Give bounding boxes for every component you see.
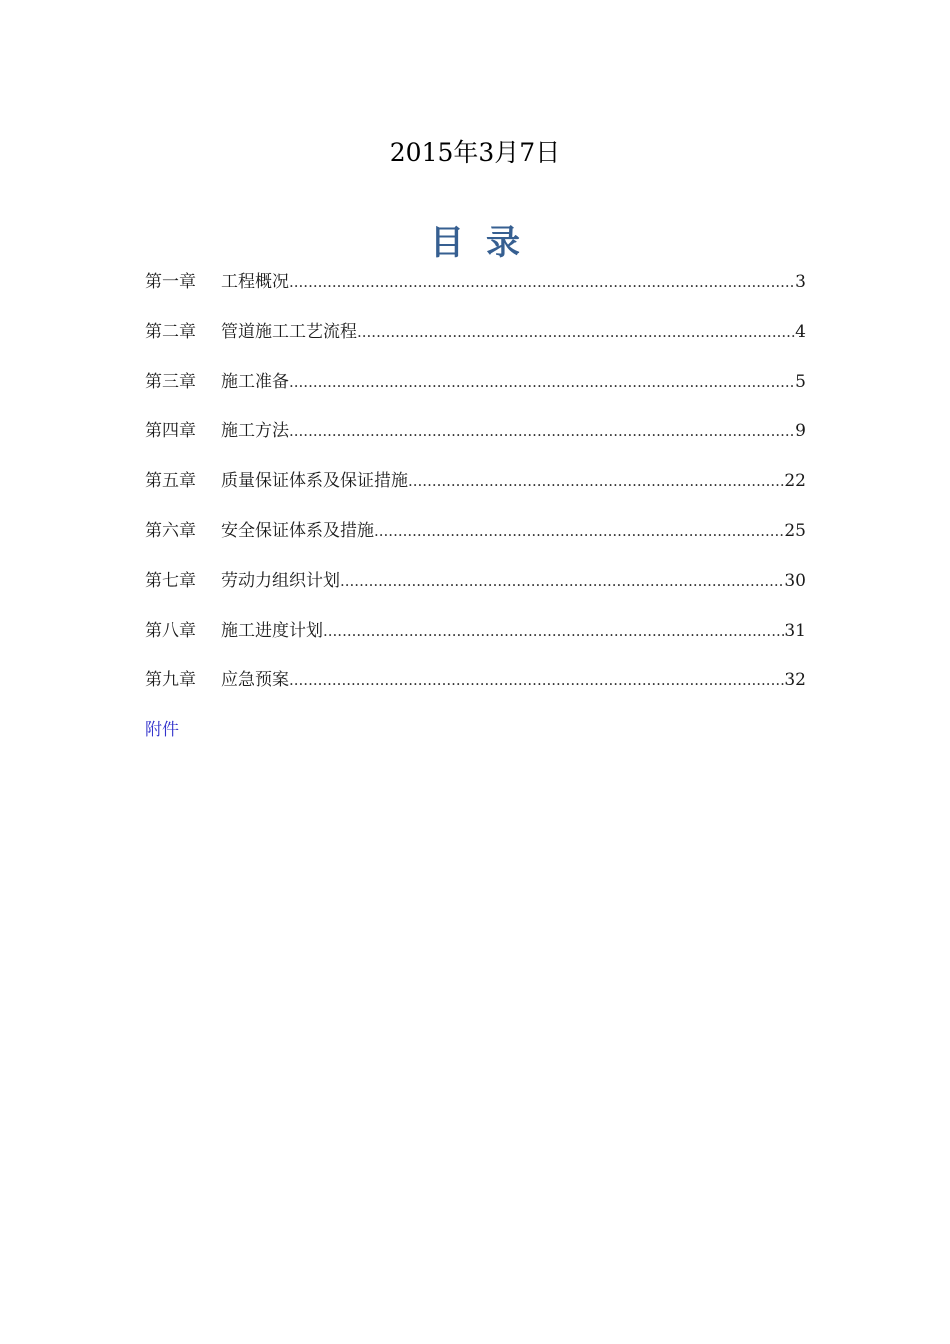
toc-page-number: 31 (784, 620, 806, 641)
toc-entry[interactable] (145, 567, 806, 617)
toc-page-number: 32 (784, 670, 806, 691)
toc-chapter: 第二章 (145, 321, 196, 342)
toc-entry-title: 工程概况 (221, 272, 289, 292)
toc-page-number: 22 (784, 471, 806, 492)
toc-title: 目录 (430, 223, 542, 263)
toc-entry-title: 施工进度计划 (221, 620, 323, 641)
toc-entry-title: 安全保证体系及措施 (221, 520, 374, 541)
toc-chapter: 第一章 (145, 272, 196, 292)
toc-chapter: 第五章 (145, 471, 196, 492)
toc-entry-title: 施工准备 (221, 371, 289, 392)
toc-entry-title: 质量保证体系及保证措施 (221, 471, 408, 492)
toc-page-number: 3 (795, 272, 806, 292)
toc-entry-title: 应急预案 (221, 670, 289, 691)
toc-chapter: 第八章 (145, 620, 196, 641)
toc-appendix-row (145, 716, 806, 766)
toc-leader-dots (408, 467, 784, 495)
toc-chapter: 第七章 (145, 570, 196, 591)
toc-leader-dots (289, 368, 795, 396)
toc-entry[interactable] (145, 318, 806, 368)
toc-leader-dots (289, 666, 784, 694)
toc-entry[interactable] (145, 666, 806, 716)
toc-chapter: 第六章 (145, 520, 196, 541)
toc-leader-dots (323, 617, 784, 645)
toc-leader-dots (289, 268, 795, 296)
toc-page-number: 30 (784, 570, 806, 591)
table-of-contents (145, 268, 806, 766)
toc-leader-dots (357, 318, 795, 346)
toc-page-number: 9 (795, 421, 806, 442)
appendix-link[interactable]: 附件 (145, 720, 179, 741)
toc-entry-title: 管道施工工艺流程 (221, 321, 357, 342)
toc-entry-title: 劳动力组织计划 (221, 570, 340, 591)
toc-entry[interactable] (145, 417, 806, 467)
toc-entry[interactable] (145, 517, 806, 567)
toc-leader-dots (374, 517, 784, 545)
document-date: 2015年3月7日 (389, 138, 561, 167)
toc-chapter: 第三章 (145, 371, 196, 392)
toc-leader-dots (340, 567, 784, 595)
toc-entry-title: 施工方法 (221, 421, 289, 442)
toc-entry[interactable] (145, 368, 806, 418)
toc-page-number: 4 (795, 321, 806, 342)
toc-leader-dots (289, 417, 795, 445)
toc-page-number: 5 (795, 371, 806, 392)
toc-entry[interactable] (145, 617, 806, 667)
toc-chapter: 第四章 (145, 421, 196, 442)
toc-chapter: 第九章 (145, 670, 196, 691)
toc-page-number: 25 (784, 520, 806, 541)
toc-entry[interactable] (145, 268, 806, 318)
toc-entry[interactable] (145, 467, 806, 517)
